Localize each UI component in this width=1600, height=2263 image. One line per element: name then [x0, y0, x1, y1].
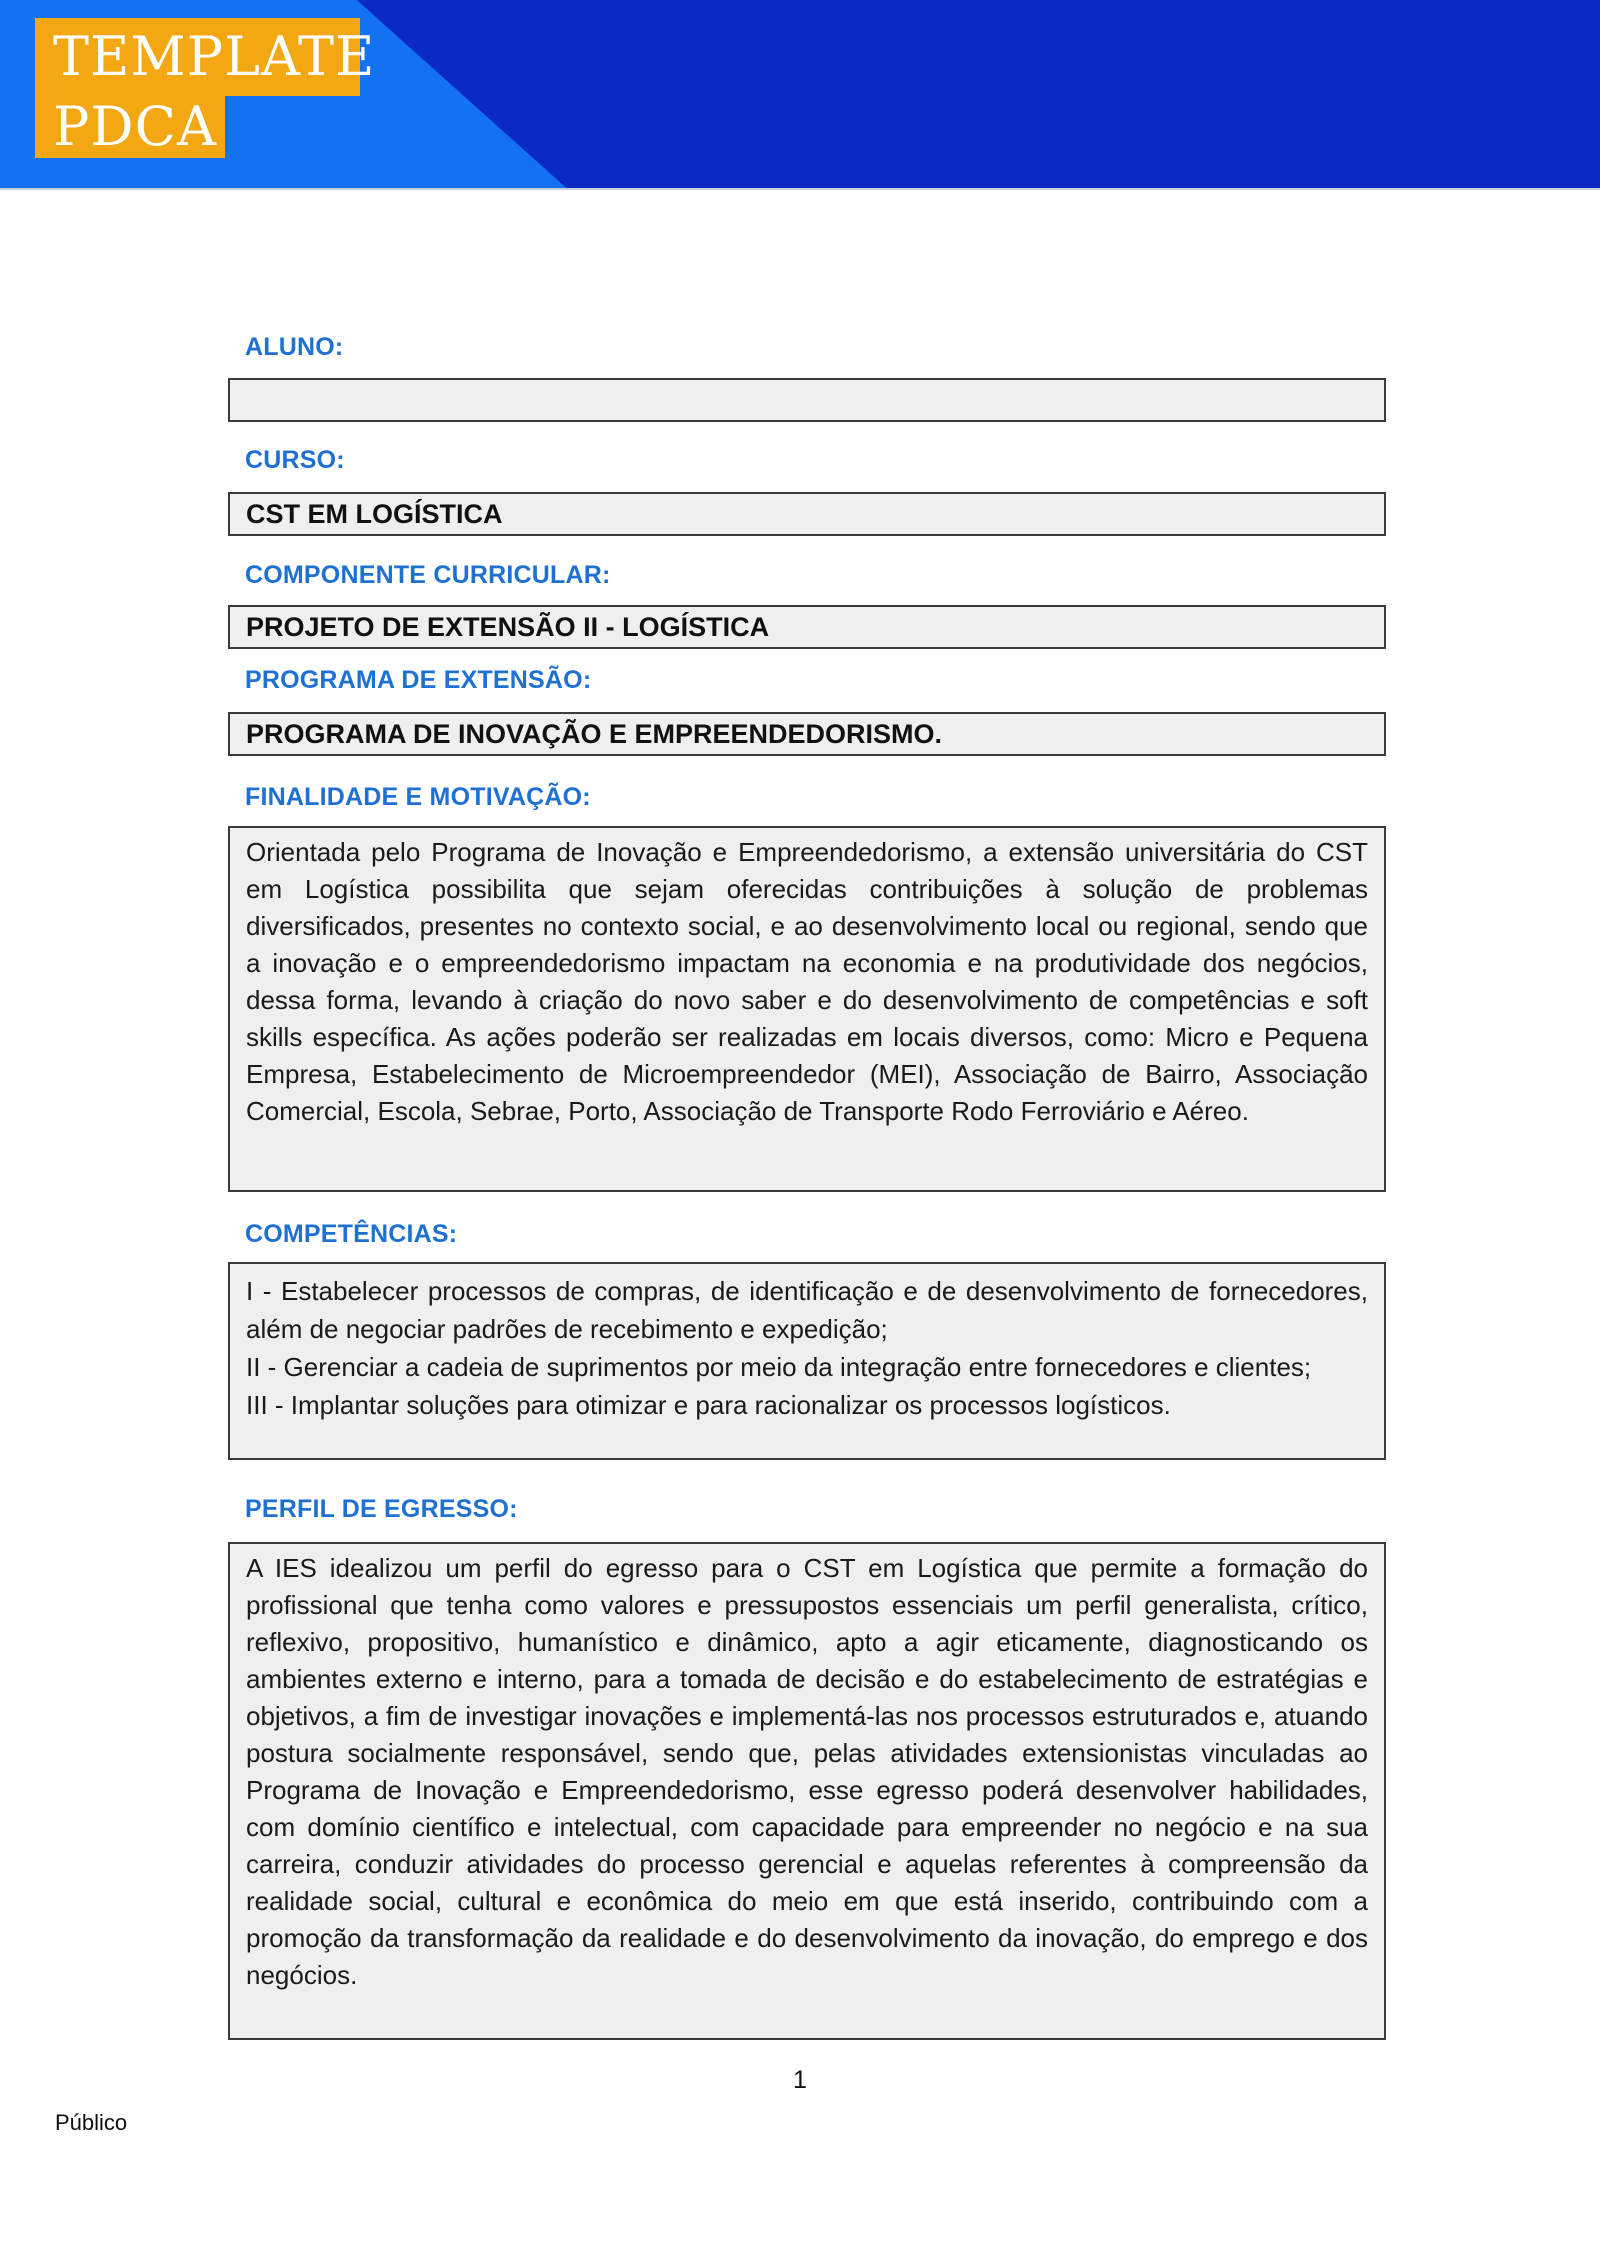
field-label-curso: CURSO: [245, 446, 345, 474]
curso-field[interactable]: CST EM LOGÍSTICA [228, 492, 1386, 536]
field-label-perfil-egresso: PERFIL DE EGRESSO: [245, 1495, 518, 1523]
perfil-egresso-text-box: A IES idealizou um perfil do egresso para o CST em Logística que permite a formação do profissional que tenha como valores e pressupostos essenciais um perfil generalista, crítico, reflexivo, propositivo, humanístico e dinâmico, apto a agir eticamente, diagnosticando os ambientes externo e interno, para a tomada de decisão e do estabelecimento de estratégias e objetivos, a fim de investigar inovações e implementá-las nos processos estruturados e, atuando postura socialmente responsável, sendo que, pelas atividades extensionistas vinculadas ao Programa de Inovação e Empreendedorismo, esse egresso poderá desenvolver habilidades, com domínio científico e intelectual, com capacidade para empreender no negócio e na sua carreira, conduzir atividades do processo gerencial e aquelas referentes à compreensão da realidade social, cultural e econômica do meio em que está inserido, contribuindo com a promoção da transformação da realidade e do desenvolvimento da inovação, do emprego e dos negócios. [228, 1542, 1386, 2040]
componente-curricular-field[interactable]: PROJETO DE EXTENSÃO II - LOGÍSTICA [228, 605, 1386, 649]
finalidade-text-box: Orientada pelo Programa de Inovação e Empreendedorismo, a extensão universitária do CST em Logística possibilita que sejam oferecidas contribuições à solução de problemas diversificados, presentes no contexto social, e ao desenvolvimento local ou regional, sendo que a inovação e o empreendedorismo impactam na economia e na produtividade dos negócios, dessa forma, levando à criação do novo saber e do desenvolvimento de competências e soft skills específica. As ações poderão ser realizadas em locais diversos, como: Micro e Pequena Empresa, Estabelecimento de Microempreendedor (MEI), Associação de Bairro, Associação Comercial, Escola, Sebrae, Porto, Associação de Transporte Rodo Ferroviário e Aéreo. [228, 826, 1386, 1192]
page-number: 1 [793, 2066, 807, 2094]
aluno-input[interactable] [228, 378, 1386, 422]
logo-text-template: TEMPLATE [35, 18, 360, 96]
field-label-finalidade: FINALIDADE E MOTIVAÇÃO: [245, 783, 591, 811]
field-label-competencias: COMPETÊNCIAS: [245, 1220, 458, 1248]
competencia-item-3: III - Implantar soluções para otimizar e para racionalizar os processos logísticos. [246, 1390, 1171, 1420]
header-banner [0, 0, 1600, 190]
competencia-item-2: II - Gerenciar a cadeia de suprimentos por meio da integração entre fornecedores e clientes; [246, 1352, 1312, 1382]
field-label-componente-curricular: COMPONENTE CURRICULAR: [245, 561, 611, 589]
field-label-aluno: ALUNO: [245, 333, 344, 361]
programa-extensao-field[interactable]: PROGRAMA DE INOVAÇÃO E EMPREENDEDORISMO. [228, 712, 1386, 756]
competencias-text-box [228, 1262, 1386, 1460]
classification-label: Público [55, 2110, 128, 2135]
field-label-programa-extensao: PROGRAMA DE EXTENSÃO: [245, 666, 592, 694]
template-pdca-logo [35, 18, 376, 158]
competencia-item-1: I - Estabelecer processos de compras, de identificação e de desenvolvimento de fornecedores, além de negociar padrões de recebimento e expedição; [246, 1276, 1368, 1344]
logo-text-pdca: PDCA [35, 96, 225, 158]
